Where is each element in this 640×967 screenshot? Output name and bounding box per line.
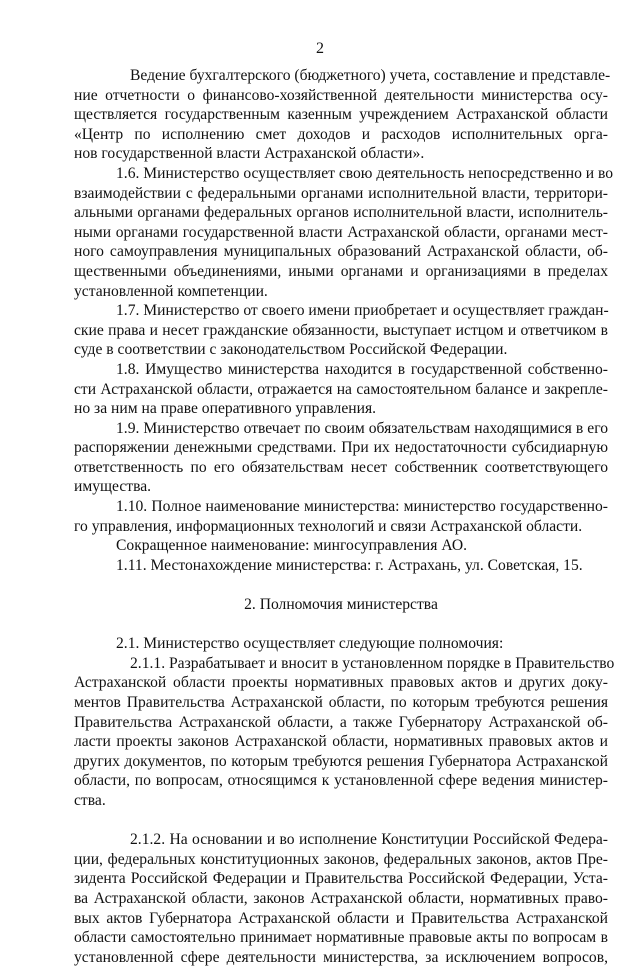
text-line: ции, федеральных конституционных законов, федеральных законов, актов Пре- [74, 850, 608, 868]
text-line: зидента Российской Федерации и Правительства Российской Федерации, Уста- [74, 870, 608, 888]
text-line: нов государственной власти Астраханской области». [74, 145, 425, 163]
text-line: 2.1.2. На основании и во исполнение Конституции Российской Федера- [130, 831, 608, 849]
page-number: 2 [316, 40, 324, 57]
blank-line [74, 615, 608, 635]
text-line: 1.10. Полное наименование министерства: министерство государственно- [116, 498, 608, 516]
text-line: го управления, информационных технологий и связи Астраханской области. [74, 517, 583, 535]
text-line: 1.7. Министерство от своего имени приобретает и осуществляет граждан- [116, 302, 609, 320]
text-line: ние отчетности о финансово-хозяйственной деятельности министерства осу- [74, 86, 608, 104]
text-line: установленной компетенции. [74, 282, 268, 300]
text-line: области, по вопросам, относящимся к установленной сфере ведения министер- [74, 772, 608, 790]
blank-line [74, 575, 608, 595]
text-line: 1.9. Министерство отвечает по своим обязательствам находящимися в его [116, 419, 608, 437]
text-line: ными органами государственной власти Астраханской области, органами мест- [74, 223, 608, 241]
text-line: ства. [74, 791, 106, 809]
text-line: сти Астраханской области, отражается на самостоятельном балансе и закрепле- [74, 380, 608, 398]
text-line: 1.11. Местонахождение министерства: г. Астрахань, ул. Советская, 15. [116, 556, 583, 574]
text-line: ласти проекты законов Астраханской области, нормативных правовых актов и [74, 733, 608, 751]
text-line: ментов Правительства Астраханской области, по которым требуются решения [74, 694, 608, 711]
text-line: распоряжении денежными средствами. При их недостаточности субсидиарную [74, 439, 608, 457]
text-line: ного самоуправления муниципальных образований Астраханской области, об- [74, 243, 608, 261]
text-line: 2.1. Министерство осуществляет следующие полномочия: [116, 635, 504, 653]
text-line: ские права и несет гражданские обязанности, выступает истцом и ответчиком в [74, 321, 608, 339]
text-line: Правительства Астраханской области, а также Губернатору Астраханской об- [74, 713, 608, 731]
text-line: «Центр по исполнению смет доходов и расходов исполнительных орга- [74, 125, 608, 143]
text-line: Ведение бухгалтерского (бюджетного) учета, составление и представле- [130, 67, 611, 84]
text-line: области самостоятельно принимает нормативные правовые акты по вопросам в [74, 929, 608, 947]
section-heading: 2. Полномочия министерства [244, 596, 438, 614]
text-line: имущества. [74, 478, 152, 496]
text-line: 1.6. Министерство осуществляет свою деятельность непосредственно и во [116, 164, 614, 182]
text-line: вых актов Губернатора Астраханской области и Правительства Астраханской [74, 909, 608, 927]
text-line: суде в соответствии с законодательством Российской Федерации. [74, 341, 508, 359]
text-line: Сокращенное наименование: мингосуправления АО. [116, 537, 467, 555]
text-line: щественными объединениями, иными органами и организациями в пределах [74, 262, 608, 280]
text-line: 2.1.1. Разрабатывает и вносит в установленном порядке в Правительство [130, 654, 615, 672]
text-line: 1.8. Имущество министерства находится в государственной собственно- [116, 360, 608, 378]
text-line: но за ним на праве оперативного управления. [74, 400, 377, 418]
text-line: альными органами федеральных органов исполнительной власти, исполнитель- [74, 204, 608, 222]
text-line: других документов, по которым требуются решения Губернатора Астраханской [74, 752, 608, 770]
text-line: установленной сфере деятельности министерства, за исключением вопросов, [74, 948, 608, 966]
document-body [74, 66, 615, 967]
text-line: ответственность по его обязательствам несет собственник соответствующего [74, 458, 608, 476]
text-line: ва Астраханской области, законов Астраханской области, нормативных право- [74, 889, 608, 907]
blank-line [74, 811, 608, 831]
text-line: Астраханской области проекты нормативных правовых актов и других доку- [74, 674, 608, 692]
text-line: взаимодействии с федеральными органами исполнительной власти, территори- [74, 184, 608, 202]
text-line: ществляется государственным казенным учреждением Астраханской области [74, 106, 608, 124]
